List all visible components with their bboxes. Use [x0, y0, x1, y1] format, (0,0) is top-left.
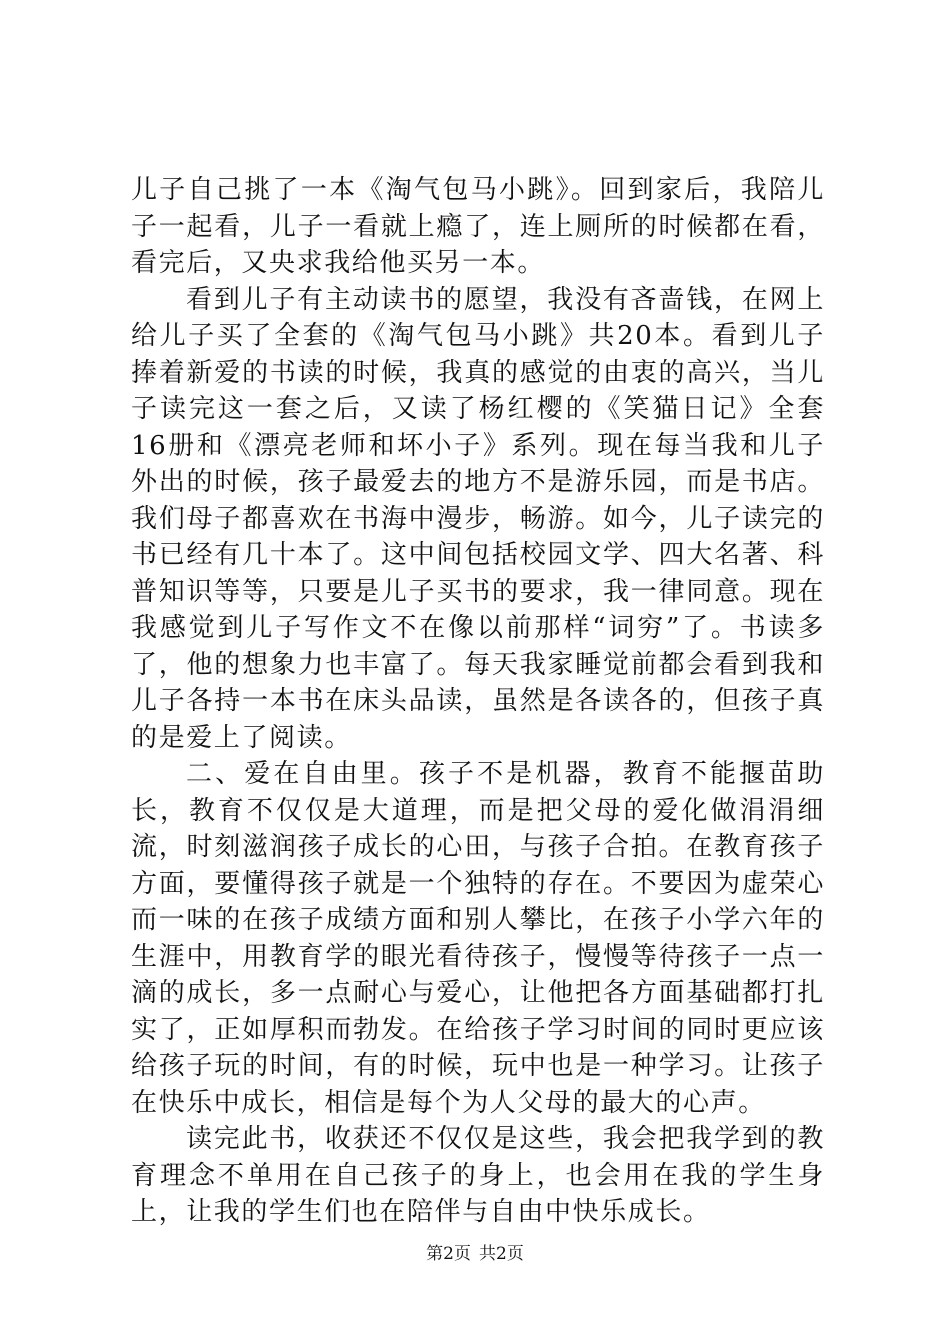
page-number: 第2页: [426, 1244, 471, 1264]
paragraph-3: 二、爱在自由里。孩子不是机器，教育不能揠苗助长，教育不仅仅是大道理，而是把父母的爱化做涓涓细流，时刻滋润孩子成长的心田，与孩子合拍。在教育孩子方面，要懂得孩子就是一个独特的存在。不要因为虚荣心而一味的在孩子成绩方面和别人攀比，在孩子小学六年的生涯中，用教育学的眼光看待孩子，慢慢等待孩子一点一滴的成长，多一点耐心与爱心，让他把各方面基础都打扎实了，正如厚积而勃发。在给孩子学习时间的同时更应该给孩子玩的时间，有的时候，玩中也是一种学习。让孩子在快乐中成长，相信是每个为人父母的最大的心声。: [131, 759, 825, 1118]
paragraph-1: 儿子自己挑了一本《淘气包马小跳》。回到家后，我陪儿子一起看，儿子一看就上瘾了，连上厕所的时候都在看，看完后，又央求我给他买另一本。: [131, 175, 825, 278]
page-total: 共2页: [479, 1244, 524, 1264]
page-footer: [0, 1243, 950, 1265]
paragraph-4: 读完此书，收获还不仅仅是这些，我会把我学到的教育理念不单用在自己孩子的身上，也会用在我的学生身上，让我的学生们也在陪伴与自由中快乐成长。: [131, 1124, 825, 1227]
document-body: [131, 172, 825, 1231]
paragraph-2: 看到儿子有主动读书的愿望，我没有吝啬钱，在网上给儿子买了全套的《淘气包马小跳》共20本。看到儿子捧着新爱的书读的时候，我真的感觉的由衷的高兴，当儿子读完这一套之后，又读了杨红樱的《笑猫日记》全套16册和《漂亮老师和坏小子》系列。现在每当我和儿子外出的时候，孩子最爱去的地方不是游乐园，而是书店。我们母子都喜欢在书海中漫步，畅游。如今，儿子读完的书已经有几十本了。这中间包括校园文学、四大名著、科普知识等等，只要是儿子买书的要求，我一律同意。现在我感觉到儿子写作文不在像以前那样“词穷”了。书读多了，他的想象力也丰富了。每天我家睡觉前都会看到我和儿子各持一本书在床头品读，虽然是各读各的，但孩子真的是爱上了阅读。: [131, 284, 825, 753]
